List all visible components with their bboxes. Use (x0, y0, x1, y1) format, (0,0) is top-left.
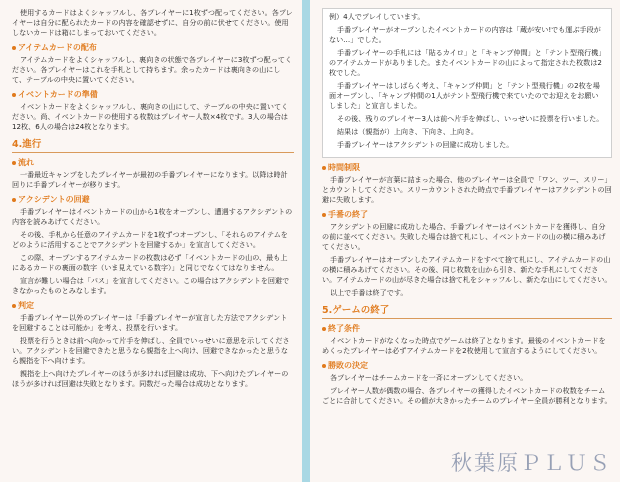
bullet-icon (12, 93, 16, 97)
flow-text: 一番最近キャンプをしたプレイヤーが最初の手番プレイヤーになります。以降は時計回りに手番プレイヤーが移ります。 (12, 170, 288, 189)
accident-text-1: 手番プレイヤーはイベントカードの山から1枚をオープンし、遭遇するアクシデントの内容を読みあげてください。 (12, 207, 293, 226)
item-card-text: アイテムカードをよくシャッフルし、裏向きの状態で各プレイヤーに3枚ずつ配ってください。各プレイヤーはこれを手札として持ちます。余ったカードは裏向きの山にして、テーブルの中央に置いてください。 (12, 55, 293, 84)
section-heading-progress: 4.進行 (12, 138, 294, 153)
bullet-icon (12, 161, 16, 165)
bullet-icon (12, 46, 16, 50)
example-line: 手番プレイヤーの手札には「貼るカイロ」と「キャンプ仲間」と「テント型飛行機」のアイテムカードがありました。またイベントカードの山によって指定された枚数は2枚でした。 (329, 48, 602, 77)
win-text-1: 各プレイヤーはチームカードを一斉にオープンしてください。 (330, 373, 528, 382)
end-condition-text: イベントカードがなくなった時点でゲームは終了となります。最後のイベントカードをめくったプレイヤーは必ずアイテムカードを2枚使用して宣言するようにしてください。 (322, 336, 606, 355)
example-line: 手番プレイヤーがオープンしたイベントカードの内容は「蔵が安い!でも運ぶ手段がない…」でした。 (329, 25, 601, 44)
watermark-logo: 秋葉原ＰＬＵＳ (451, 451, 612, 475)
bullet-icon (322, 364, 326, 368)
bullet-icon (322, 327, 326, 331)
judge-text-2: 投票を行うときは前へ向かって片手を伸ばし、全員でいっせいに意思を示してください。アクシデントを回避できたと思うなら親指を上へ向け、回避できなかったと思うなら親指を下へ向けます。 (12, 336, 290, 365)
example-line: 結果は（親指が）上向き、下向き、上向き。 (337, 127, 479, 136)
left-page (0, 0, 302, 482)
right-page (310, 0, 620, 482)
accident-heading: アクシデントの回避 (12, 194, 294, 205)
end-turn-text-1: アクシデントの回避に成功した場合、手番プレイヤーはイベントカードを獲得し、自分の前に並べてください。失敗した場合は捨て札にし、イベントカードの山の横に積みあげてください。 (322, 222, 606, 251)
event-card-heading: イベントカードの準備 (12, 89, 294, 100)
end-turn-text-3: 以上で手番は終了です。 (330, 288, 408, 297)
bullet-icon (12, 198, 16, 202)
win-text-2: プレイヤー人数が偶数の場合、各プレイヤーの獲得したイベントカードの枚数をチームごとに合計してください。その値が大きかったチームのプレイヤー全員が勝利となります。 (322, 386, 612, 405)
example-line: 手番プレイヤーはアクシデントの回避に成功しました。 (337, 140, 514, 149)
example-box (322, 8, 612, 158)
intro-text: 使用するカードはよくシャッフルし、各プレイヤーに1枚ずつ配ってください。各プレイヤーは自分に配られたカードの内容を確認せずに、自分の前に伏せてください。使用しないカードは箱にしまっておいてください。 (12, 8, 293, 37)
win-heading: 勝敗の決定 (322, 360, 612, 371)
section-heading-game-end: 5.ゲームの終了 (322, 304, 612, 319)
example-line: その後、残りのプレイヤー3人は前へ片手を伸ばし、いっせいに投票を行いました。 (337, 114, 604, 123)
bullet-icon (322, 213, 326, 217)
accident-text-3: この際、オープンするアイテムカードの枚数は必ず「イベントカードの山の、最も上にあるカードの裏面の数字（いま見えている数字）」と同じでなくてはなりません。 (12, 253, 288, 272)
accident-text-2: その後、手札から任意のアイテムカードを1枚ずつオープンし、「それらのアイテムをどのように活用することでアクシデントを回避するか」を宣言してください。 (12, 230, 288, 249)
example-line: 例）4人でプレイしています。 (329, 12, 425, 21)
judge-text-1: 手番プレイヤー以外のプレイヤーは「手番プレイヤーが宣言した方法でアクシデントを回避することは可能か」を考え、投票を行います。 (12, 313, 288, 332)
bullet-icon (322, 166, 326, 170)
end-turn-text-2: 手番プレイヤーはオープンしたアイテムカードをすべて捨て札にし、アイテムカードの山の横に積みあげてください。その後、同じ枚数を山から引き、新たな手札にしてください。アイテムカードの山が尽きた場合は捨て札をシャッフルし、新たな山にしてください。 (322, 255, 612, 284)
time-limit-text: 手番プレイヤーが言葉に詰まった場合、他のプレイヤーは全員で「ワン、ツー、スリー」とカウントしてください。スリーカウントされた時点で手番プレイヤーはアクシデントの回避に失敗します。 (322, 175, 612, 204)
judge-text-3: 親指を上へ向けたプレイヤーのほうが多ければ回避は成功、下へ向けたプレイヤーのほうが多ければ回避は失敗となります。同数だった場合は成功となります。 (12, 369, 289, 388)
flow-heading: 流れ (12, 157, 294, 168)
bullet-icon (12, 304, 16, 308)
accident-text-4: 宣言が難しい場合は「パス」を宣言してください。この場合はアクシデントを回避できなかったものとみなします。 (12, 276, 290, 295)
end-condition-heading: 終了条件 (322, 323, 612, 334)
event-card-text: イベントカードをよくシャッフルし、裏向きの山にして、テーブルの中央に置いてください。尚、イベントカードの使用する枚数はプレイヤー人数×4枚です。3人の場合は12枚、6人の場合は24枚となります。 (12, 102, 289, 131)
end-turn-heading: 手番の終了 (322, 209, 612, 220)
item-card-heading: アイテムカードの配布 (12, 42, 294, 53)
time-limit-heading: 時間制限 (322, 162, 612, 173)
example-line: 手番プレイヤーはしばらく考え、「キャンプ仲間」と「テント型飛行機」の2枚を場面オープンし、「キャンプ仲間の1人がテント型飛行機で来ていたのでお迎えをお願いしました」と宣言しました。 (329, 81, 600, 110)
judge-heading: 判定 (12, 300, 294, 311)
